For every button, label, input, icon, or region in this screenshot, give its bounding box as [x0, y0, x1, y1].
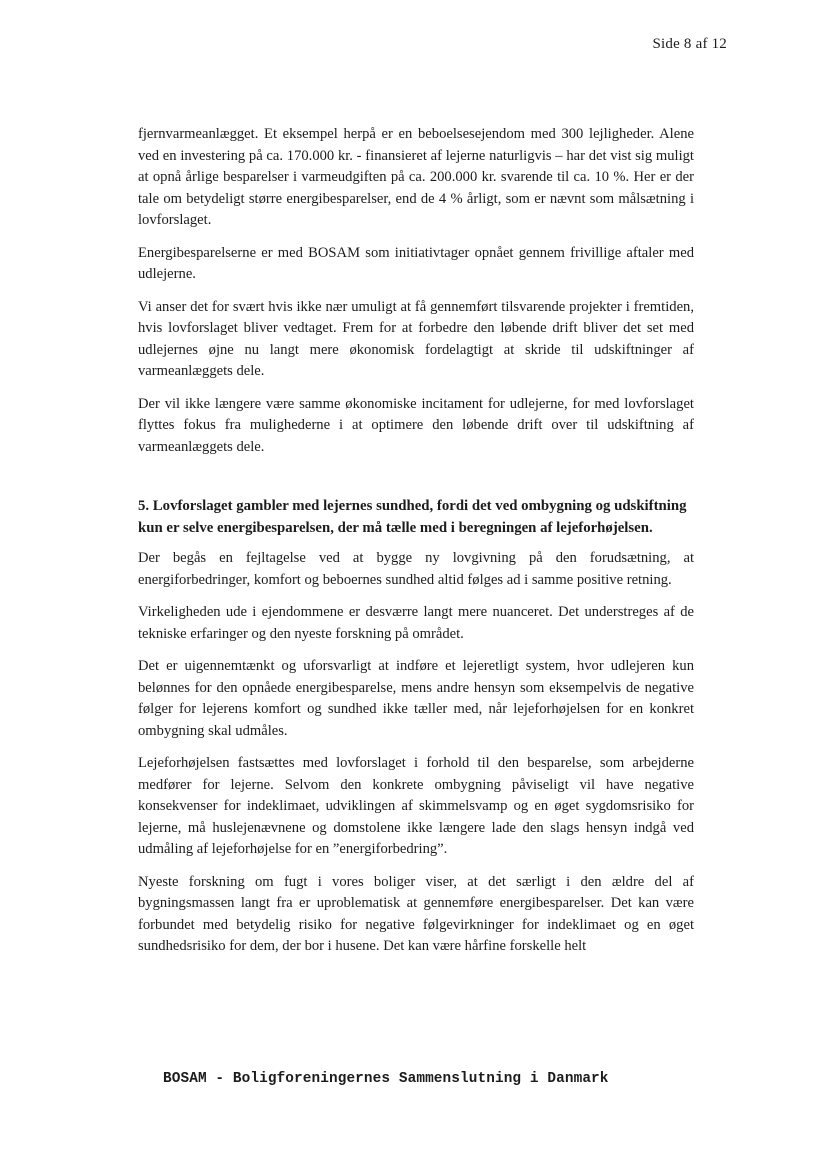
page-number: Side 8 af 12 [652, 36, 727, 52]
paragraph: Der begås en fejltagelse ved at bygge ny lovgivning på den forudsætning, at energiforbedringer, komfort og beboernes sundhed altid følges ad i samme positive retning. [138, 550, 694, 588]
page-footer: BOSAM - Boligforeningernes Sammenslutning i Danmark [163, 1071, 609, 1087]
paragraph: Virkeligheden ude i ejendommene er desværre langt mere nuanceret. Det understreges af de tekniske erfaringer og den nyeste forskning på området. [138, 604, 694, 642]
paragraph: fjernvarmeanlægget. Et eksempel herpå er en beboelsesejendom med 300 lejligheder. Alene ved en investering på ca. 170.000 kr. - finansieret af lejerne naturligvis – har det vist sig muligt at opnå årlige besparelser i varmeudgiften på ca. 200.000 kr. svarende til ca. 10 %. Her er der tale om betydeligt større energibesparelser, end de 4 % årligt, som er nævnt som målsætning i lovforslaget. [138, 126, 694, 228]
paragraph: Energibesparelserne er med BOSAM som initiativtager opnået gennem frivillige aftaler med udlejerne. [138, 244, 694, 282]
section-heading: 5. Lovforslaget gambler med lejernes sundhed, fordi det ved ombygning og udskiftning kun er selve energibesparelsen, der må tælle med i beregningen af lejeforhøjelsen. [138, 498, 687, 536]
document-body [138, 124, 694, 969]
paragraph: Lejeforhøjelsen fastsættes med lovforslaget i forhold til den besparelse, som arbejderne medfører for lejerne. Selvom den konkrete ombygning påviseligt vil have negative konsekvenser for indeklimaet, udviklingen af skimmelsvamp og en øget sygdomsrisiko for lejerne, må huslejenævnene og domstolene ikke længere lade den slags hensyn indgå ved udmåling af lejeforhøjelse for en ”energiforbedring”. [138, 755, 694, 857]
paragraph: Der vil ikke længere være samme økonomiske incitament for udlejerne, for med lovforslaget flyttes fokus fra mulighederne i at optimere den løbende drift over til udskiftning af varmeanlæggets dele. [138, 395, 694, 455]
paragraph: Vi anser det for svært hvis ikke nær umuligt at få gennemført tilsvarende projekter i fremtiden, hvis lovforslaget bliver vedtaget. Frem for at forbedre den løbende drift bliver det set med udlejernes øjne nu langt mere økonomisk fordelagtigt at skride til udskiftninger af varmeanlæggets dele. [138, 298, 694, 379]
paragraph: Nyeste forskning om fugt i vores boliger viser, at det særligt i den ældre del af bygningsmassen langt fra er uproblematisk at gennemføre energibesparelser. Det kan være forbundet med betydelig risiko for negative følgevirkninger for indeklimaet og en øget sundhedsrisiko for dem, der bor i husene. Det kan være hårfine forskelle helt [138, 873, 694, 954]
paragraph: Det er uigennemtænkt og uforsvarligt at indføre et lejeretligt system, hvor udlejeren kun belønnes for den opnåede energibesparelse, mens andre hensyn som eksempelvis de negative følger for lejerens komfort og sundhed ikke tæller med, når lejeforhøjelsen for en konkret ombygning skal udmåles. [138, 658, 694, 739]
